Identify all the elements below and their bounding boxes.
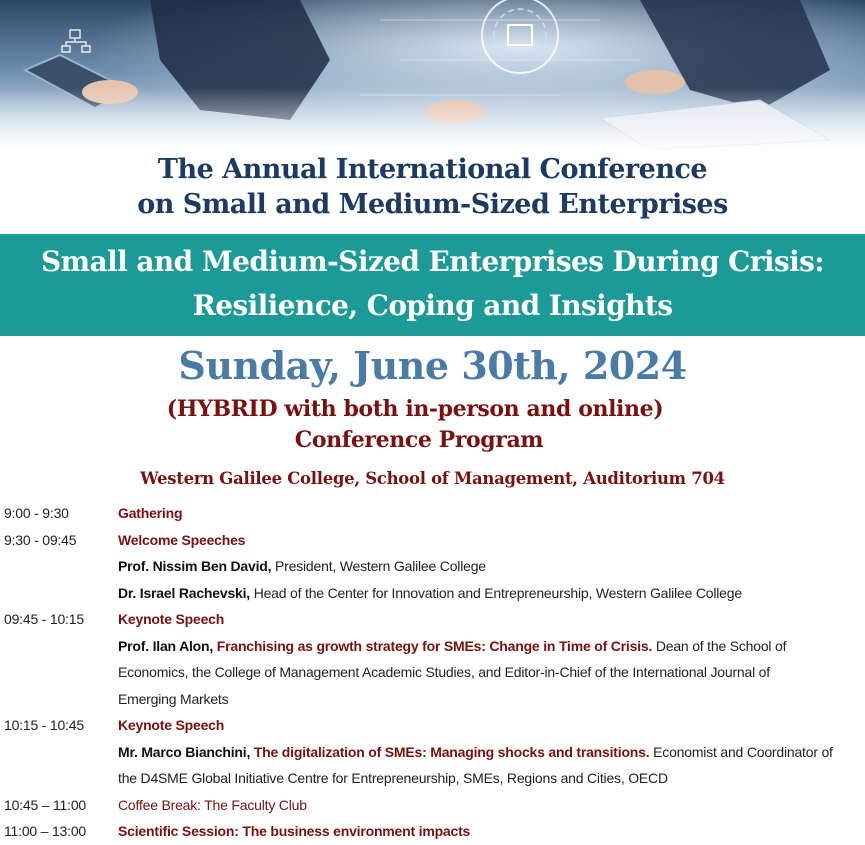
- schedule-row: [4, 500, 864, 527]
- speaker-row: [4, 633, 864, 660]
- hero-banner-image: [0, 0, 865, 160]
- schedule-list: [4, 500, 864, 845]
- talk-title: Franchising as growth strategy for SMEs: Change in Time of Crisis.: [213, 637, 653, 654]
- row-heading: Gathering: [118, 505, 183, 521]
- speaker-name: Dr. Israel Rachevski,: [118, 584, 250, 601]
- row-time: 9:00 - 9:30: [4, 505, 69, 521]
- program-label: Conference Program: [294, 427, 544, 453]
- row-heading: Welcome Speeches: [118, 531, 246, 548]
- speaker-name: Prof. Nissim Ben David,: [118, 558, 272, 574]
- schedule-row: [4, 792, 864, 819]
- speaker-desc: Dean of the School of: [652, 637, 787, 654]
- conference-title-line-2: on Small and Medium-Sized Enterprises: [137, 189, 728, 220]
- speaker-row-continued: [4, 659, 864, 686]
- conference-title-line-1: The Annual International Conference: [157, 154, 708, 185]
- speaker-desc: Emerging Markets: [118, 690, 229, 707]
- schedule-row: [4, 818, 864, 845]
- schedule-row: [4, 606, 864, 633]
- row-time: 10:15 - 10:45: [4, 717, 84, 733]
- business-tech-illustration: [0, 0, 865, 160]
- speaker-row-continued: [4, 765, 864, 792]
- conference-title: [0, 152, 865, 222]
- theme-line-1: Small and Medium-Sized Enterprises During Crisis:: [40, 245, 825, 278]
- speaker-row: [4, 739, 864, 766]
- speaker-desc: Economics, the College of Management Academic Studies, and Editor-in-Chief of the International Journal of: [118, 664, 770, 680]
- speaker-row: [4, 553, 864, 580]
- speaker-desc: President, Western Galilee College: [271, 558, 486, 574]
- row-heading: Scientific Session: The business environment impacts: [118, 823, 471, 839]
- speaker-name: Mr. Marco Bianchini,: [118, 743, 251, 760]
- row-time: 09:45 - 10:15: [4, 611, 84, 627]
- theme-band: [0, 234, 865, 336]
- row-time: 11:00 – 13:00: [4, 823, 86, 839]
- row-time: 9:30 - 09:45: [4, 531, 77, 548]
- speaker-name: Prof. Ilan Alon,: [118, 637, 214, 654]
- row-heading: Coffee Break: The Faculty Club: [118, 796, 307, 813]
- row-time: 10:45 – 11:00: [4, 796, 86, 813]
- schedule-row: [4, 527, 864, 554]
- speaker-row-continued: [4, 686, 864, 713]
- speaker-desc: Economist and Coordinator of: [649, 743, 833, 760]
- row-heading: Keynote Speech: [118, 611, 225, 627]
- hybrid-note: (HYBRID with both in-person and online): [166, 396, 664, 422]
- row-heading: Keynote Speech: [118, 717, 225, 733]
- venue-line: Western Galilee College, School of Management, Auditorium 704: [140, 469, 725, 488]
- speaker-row: [4, 580, 864, 607]
- theme-line-2: Resilience, Coping and Insights: [192, 289, 673, 322]
- talk-title: The digitalization of SMEs: Managing shocks and transitions.: [250, 743, 650, 760]
- speaker-desc: the D4SME Global Initiative Centre for Entrepreneurship, SMEs, Regions and Cities, OECD: [118, 770, 668, 786]
- schedule-row: [4, 712, 864, 739]
- conference-date: Sunday, June 30th, 2024: [178, 343, 687, 388]
- speaker-desc: Head of the Center for Innovation and Entrepreneurship, Western Galilee College: [250, 584, 742, 601]
